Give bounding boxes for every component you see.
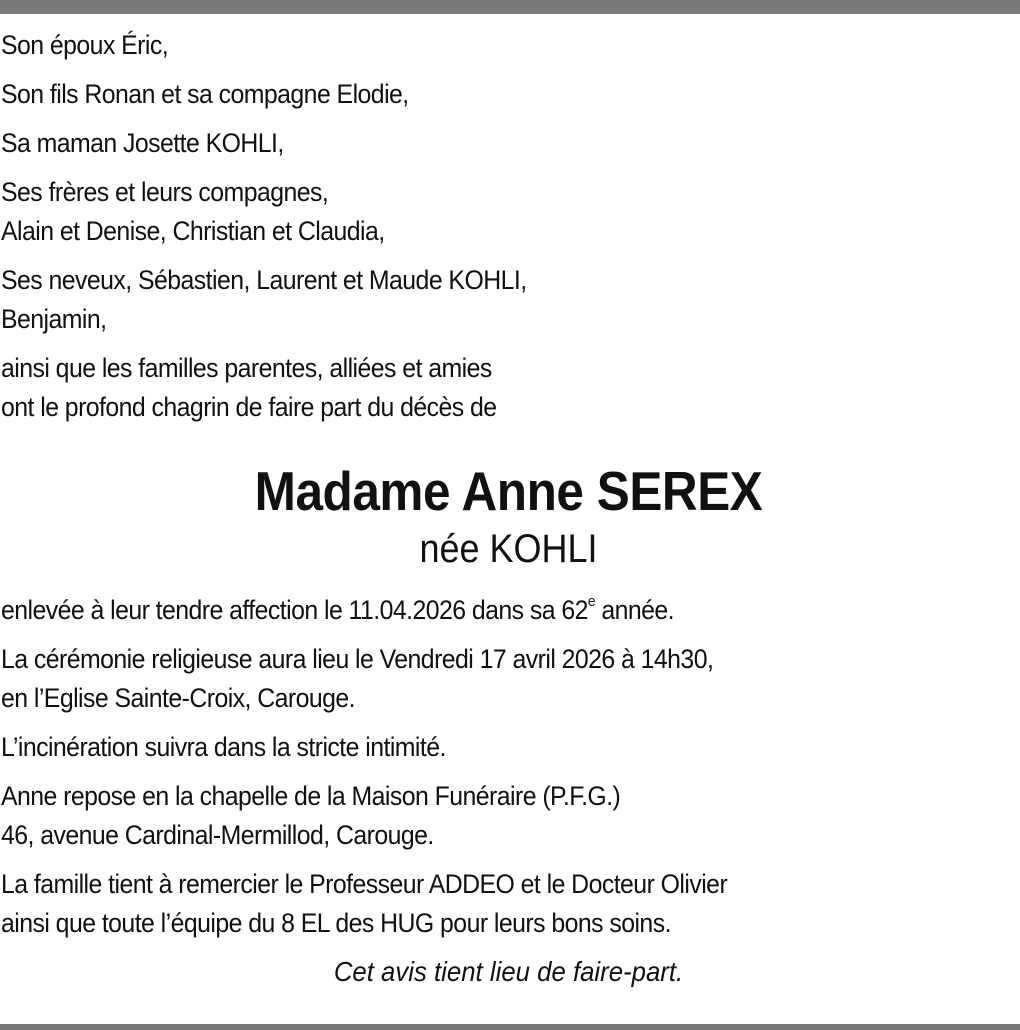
death-notice [1, 26, 1016, 992]
repose-line-2: 46, avenue Cardinal-Mermillod, Carouge. [1, 820, 434, 850]
nephews-paragraph [1, 261, 935, 339]
families-paragraph [1, 349, 935, 427]
top-divider [0, 0, 1020, 14]
deceased-block [1, 461, 1016, 572]
closing-note: Cet avis tient lieu de faire-part. [333, 956, 684, 987]
brothers-paragraph [1, 173, 935, 251]
cremation-line: L’incinération suivra dans la stricte intimité. [1, 732, 446, 762]
bottom-divider [0, 1024, 1020, 1030]
deceased-name: Madame Anne SEREX [254, 460, 763, 522]
brothers-line-2: Alain et Denise, Christian et Claudia, [1, 216, 385, 246]
passing-line: enlevée à leur tendre affection le 11.04.2026 dans sa 62e année. [1, 593, 675, 625]
ceremony-paragraph [1, 640, 935, 718]
thanks-line-1: La famille tient à remercier le Professeur ADDEO et le Docteur Olivier [1, 869, 728, 899]
thanks-paragraph [1, 865, 935, 943]
ceremony-line-1: La cérémonie religieuse aura lieu le Vendredi 17 avril 2026 à 14h30, [1, 644, 714, 674]
thanks-line-2: ainsi que toute l’équipe du 8 EL des HUG pour leurs bons soins. [1, 908, 671, 938]
brothers-line-1: Ses frères et leurs compagnes, [1, 177, 329, 207]
nephews-line-1: Ses neveux, Sébastien, Laurent et Maude KOHLI, [1, 265, 527, 295]
husband-line: Son époux Éric, [1, 30, 169, 60]
families-line-2: ont le profond chagrin de faire part du décès de [1, 392, 497, 422]
son-line: Son fils Ronan et sa compagne Elodie, [1, 79, 409, 109]
repose-paragraph [1, 777, 935, 855]
families-line-1: ainsi que les familles parentes, alliées et amies [1, 353, 492, 383]
ceremony-line-2: en l’Eglise Sainte-Croix, Carouge. [1, 683, 356, 713]
nephews-line-2: Benjamin, [1, 304, 107, 334]
mother-line: Sa maman Josette KOHLI, [1, 128, 284, 158]
repose-line-1: Anne repose en la chapelle de la Maison Funéraire (P.F.G.) [1, 781, 621, 811]
maiden-name: née KOHLI [419, 527, 598, 571]
